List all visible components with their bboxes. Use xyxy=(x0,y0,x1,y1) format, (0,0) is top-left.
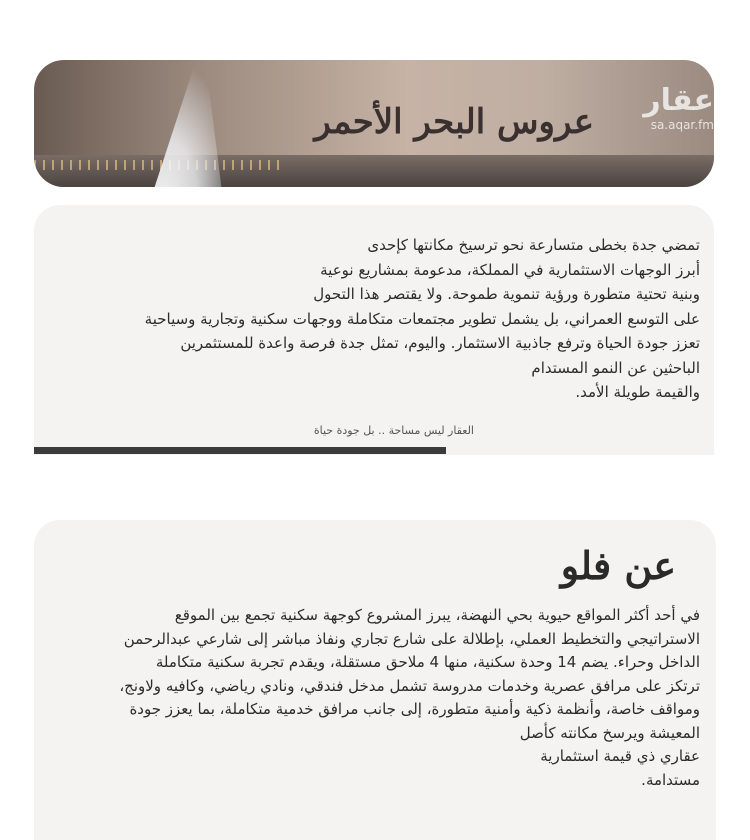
paragraph-line: على التوسع العمراني، بل يشمل تطوير مجتمعات متكاملة ووجهات سكنية وتجارية وسياحية xyxy=(144,309,700,328)
about-paragraph xyxy=(60,604,700,792)
city-lights xyxy=(34,160,284,170)
watermark-logo: عقار xyxy=(643,83,714,118)
paragraph-line: في أحد أكثر المواقع حيوية بحي النهضة، يبرز المشروع كوجهة سكنية تجمع بين الموقع xyxy=(174,606,700,624)
paragraph-line: وبنية تحتية متطورة ورؤية تنموية طموحة. ولا يقتصر هذا التحول xyxy=(313,285,700,303)
paragraph-line: عقاري ذي قيمة استثمارية xyxy=(540,747,700,765)
paragraph-line: أبرز الوجهات الاستثمارية في المملكة، مدعومة بمشاريع نوعية xyxy=(320,260,700,279)
paragraph-line: تعزز جودة الحياة وترفع جاذبية الاستثمار. واليوم، تمثل جدة فرصة واعدة للمستثمرين xyxy=(180,334,700,352)
paragraph-line: تمضي جدة بخطى متسارعة نحو ترسيخ مكانتها كإحدى xyxy=(367,236,700,254)
hero-banner xyxy=(34,60,714,187)
paragraph-line: الباحثين عن النمو المستدام xyxy=(531,358,700,377)
watermark-url: sa.aqar.fm xyxy=(650,118,714,132)
watermark xyxy=(643,84,714,132)
paragraph-line: والقيمة طويلة الأمد. xyxy=(575,383,700,401)
paragraph-line: ترتكز على مرافق عصرية وخدمات مدروسة تشمل مدخل فندقي، ونادي رياضي، وكافيه ولاونج، xyxy=(119,676,700,695)
about-title: عن فلو xyxy=(560,543,676,588)
hero-title: عروس البحر الأحمر xyxy=(314,102,594,142)
intro-paragraph xyxy=(60,233,700,405)
paragraph-line: الاستراتيجي والتخطيط العملي، بإطلالة على شارع تجاري ونفاذ مباشر إلى شارعي عبدالرحمن xyxy=(123,629,700,648)
paragraph-line: مستدامة. xyxy=(641,770,700,789)
paragraph-line: المعيشة ويرسخ مكانته كأصل xyxy=(519,723,700,742)
paragraph-line: الداخل وحراء. يضم 14 وحدة سكنية، منها 4 ملاحق مستقلة، ويقدم تجربة سكنية متكاملة xyxy=(155,653,700,671)
paragraph-line: ومواقف خاصة، وأنظمة ذكية وأمنية متطورة، إلى جانب مرافق خدمية متكاملة، بما يعزز جودة xyxy=(129,700,700,718)
divider-bar xyxy=(34,447,446,454)
tagline: العقار ليس مساحة .. بل جودة حياة xyxy=(313,424,474,437)
